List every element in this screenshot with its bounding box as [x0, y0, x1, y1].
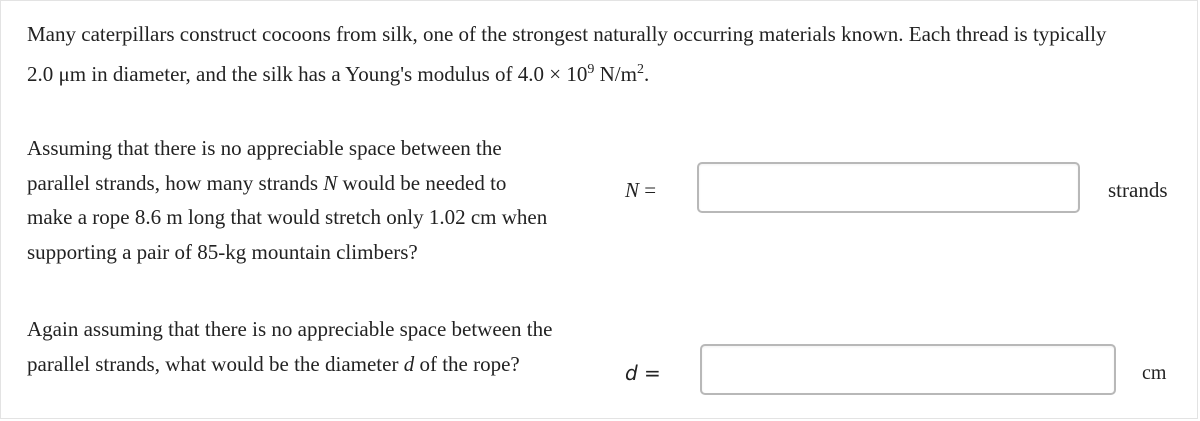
exponent: 9: [587, 62, 595, 77]
answer-n-input[interactable]: [697, 162, 1080, 213]
question-2-text: [27, 312, 602, 381]
question-1-text: [27, 131, 587, 269]
answer-n-var: N: [625, 178, 640, 202]
q1-line-2-a: parallel strands, how many strands: [27, 170, 324, 195]
q1-line-4: supporting a pair of 85-kg mountain climbers?: [27, 239, 418, 264]
answer-d-var: d: [625, 361, 638, 385]
square-exponent: 2: [636, 62, 644, 77]
answer-d-label: [625, 361, 661, 385]
q2-variable: d: [403, 351, 415, 376]
q1-line-3: make a rope 8.6 m long that would stretch only 1.02 cm when: [27, 205, 548, 229]
answer-n-label: [625, 178, 656, 203]
q1-line-1: Assuming that there is no appreciable space between the: [27, 136, 502, 160]
intro-line-2-a: 2.0 μm in diameter, and the silk has a Young's modulus of 4.0 × 10: [27, 62, 588, 86]
answer-n-equals: =: [639, 178, 657, 202]
q2-line-2-b: of the rope?: [414, 351, 520, 376]
q2-line-1: Again assuming that there is no appreciable space between the: [27, 317, 553, 341]
q1-line-2-b: would be needed to: [337, 170, 507, 195]
answer-d-unit: cm: [1142, 362, 1167, 384]
intro-line-1: Many caterpillars construct cocoons from silk, one of the strongest naturally occurring materials known. Each thread is typically: [27, 22, 1107, 46]
q1-variable: N: [323, 170, 338, 195]
problem-intro: [27, 14, 1187, 94]
answer-d-input[interactable]: [700, 344, 1116, 395]
intro-line-2-b: N/m: [594, 62, 637, 86]
answer-n-unit: strands: [1108, 178, 1168, 202]
intro-line-2-end: .: [643, 62, 650, 86]
answer-d-equals: =: [637, 361, 661, 385]
q2-line-2-a: parallel strands, what would be the diameter: [27, 351, 404, 376]
